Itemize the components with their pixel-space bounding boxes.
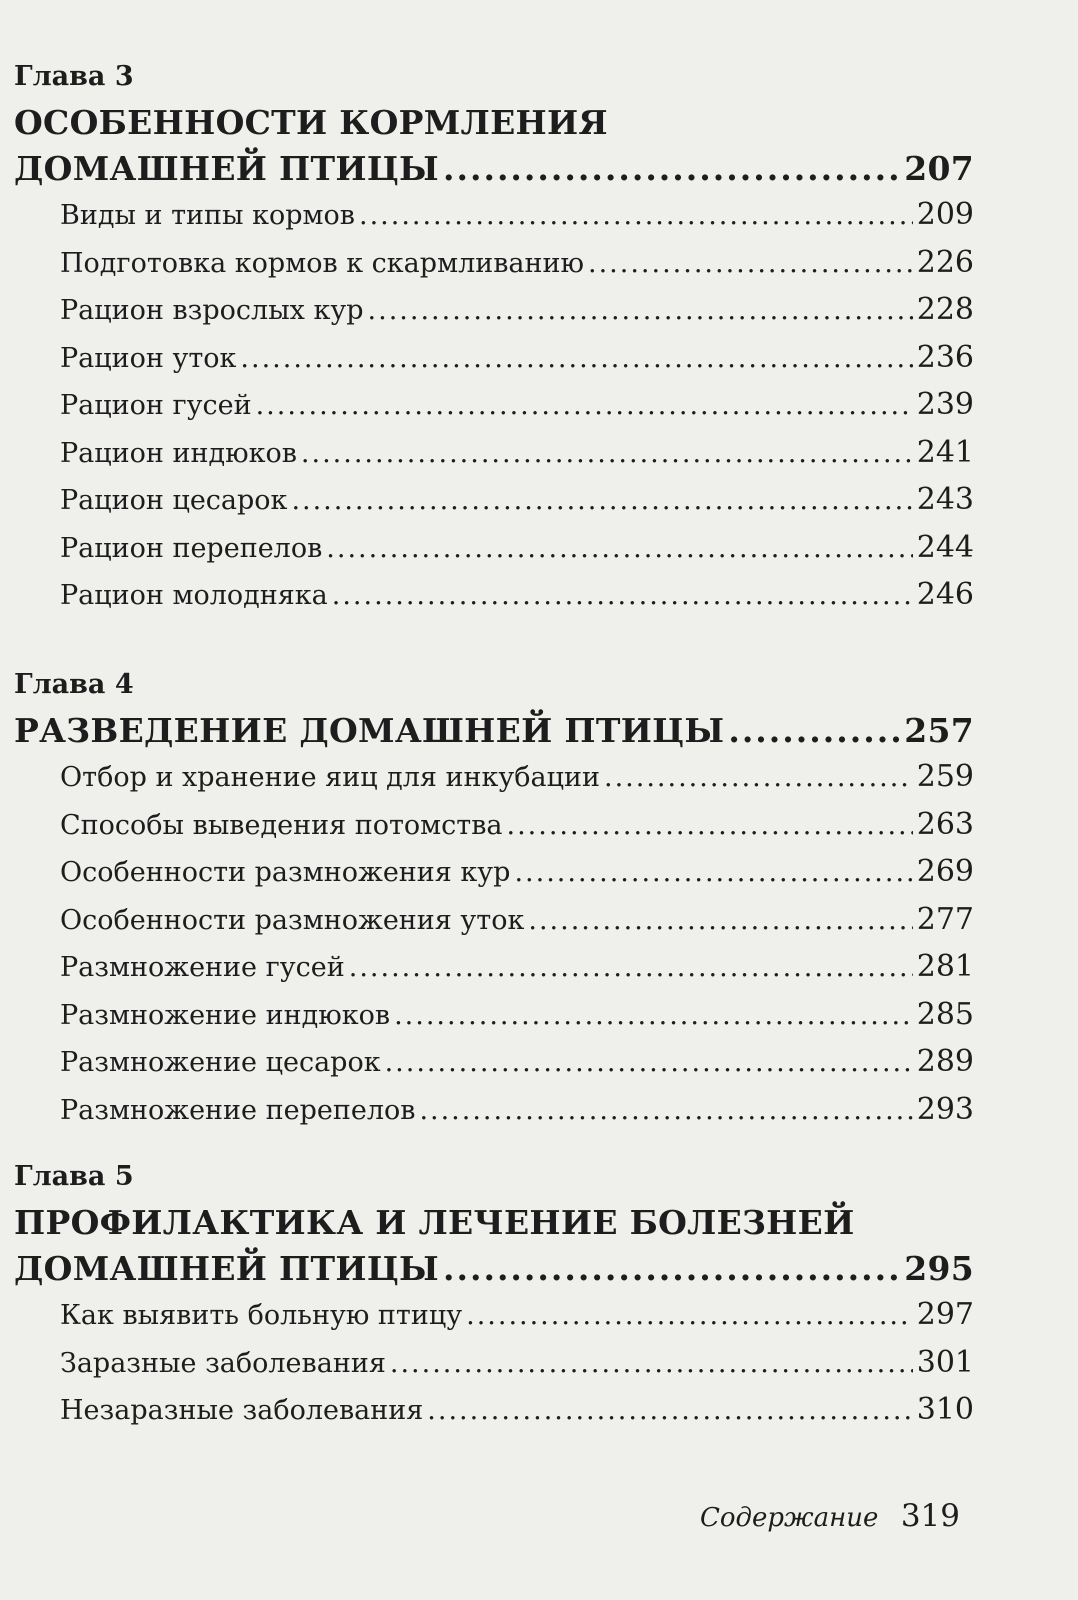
entry-page: 289	[916, 1044, 974, 1079]
entry-page: 239	[916, 387, 974, 422]
toc-entry[interactable]	[60, 430, 974, 478]
toc-entry[interactable]	[60, 382, 974, 430]
chapter-page: 207	[904, 149, 974, 188]
entry-title: Способы выведения потомства	[60, 809, 503, 841]
toc-entry[interactable]	[60, 849, 974, 897]
leader-dots	[368, 288, 913, 335]
toc-entry[interactable]	[60, 802, 974, 850]
toc-entry[interactable]	[60, 897, 974, 945]
section-list	[14, 754, 974, 1134]
entry-title: Размножение перепелов	[60, 1094, 416, 1126]
entry-title: Рацион взрослых кур	[60, 295, 364, 326]
leader-dots	[326, 526, 912, 573]
chapter-title-line2: ДОМАШНЕЙ ПТИЦЫ	[14, 149, 439, 188]
entry-page: 281	[916, 949, 974, 984]
entry-title: Размножение гусей	[60, 952, 345, 983]
entry-title: Размножение индюков	[60, 999, 391, 1031]
chapter-title-line1: ПРОФИЛАКТИКА И ЛЕЧЕНИЕ БОЛЕЗНЕЙ	[14, 1203, 855, 1242]
leader-dots	[507, 803, 913, 850]
toc-entry[interactable]	[60, 240, 974, 288]
leader-dots	[359, 193, 913, 240]
chapter-title-line1: ОСОБЕННОСТИ КОРМЛЕНИЯ	[14, 103, 608, 142]
entry-title: Размножение цесарок	[60, 1047, 381, 1078]
chapter-page: 295	[904, 1249, 974, 1288]
page-number: 319	[900, 1498, 960, 1534]
toc-entry[interactable]	[60, 754, 974, 802]
leader-dots	[528, 898, 912, 945]
toc-entry[interactable]	[60, 944, 974, 992]
entry-page: 297	[916, 1297, 974, 1332]
chapter-title-row[interactable]	[14, 1246, 974, 1292]
chapter-title-row[interactable]	[14, 146, 974, 192]
leader-dots	[443, 146, 900, 192]
entry-page: 277	[916, 901, 974, 937]
entry-page: 310	[916, 1392, 974, 1427]
toc-entry[interactable]	[60, 192, 974, 240]
toc-entry[interactable]	[60, 572, 974, 620]
entry-title: Особенности размножения кур	[60, 857, 511, 888]
entry-title: Рацион гусей	[60, 390, 252, 421]
entry-title: Рацион цесарок	[60, 485, 288, 516]
entry-page: 246	[916, 577, 974, 612]
leader-dots	[256, 383, 913, 430]
toc-entry[interactable]	[60, 1292, 974, 1340]
leader-dots	[385, 1040, 913, 1087]
chapter-label: Глава 4	[14, 669, 134, 700]
leader-dots	[419, 1088, 912, 1135]
entry-title: Рацион перепелов	[60, 532, 323, 564]
toc-entry[interactable]	[60, 1340, 974, 1388]
leader-dots	[390, 1341, 913, 1388]
leader-dots	[332, 573, 913, 620]
entry-page: 263	[916, 806, 974, 842]
section-list	[14, 192, 974, 620]
toc-entry[interactable]	[60, 1039, 974, 1087]
leader-dots	[427, 1388, 912, 1435]
entry-page: 244	[916, 529, 974, 565]
entry-page: 209	[916, 197, 974, 232]
entry-page: 301	[916, 1344, 974, 1380]
chapter-3	[14, 60, 974, 620]
entry-page: 228	[916, 292, 974, 327]
entry-title: Виды и типы кормов	[60, 200, 355, 231]
footer-section-label: Содержание	[700, 1503, 879, 1533]
leader-dots	[514, 850, 912, 897]
toc-entry[interactable]	[60, 525, 974, 573]
entry-title: Рацион уток	[60, 342, 237, 374]
entry-page: 243	[916, 482, 974, 517]
entry-title: Рацион молодняка	[60, 580, 328, 611]
toc-entry[interactable]	[60, 335, 974, 383]
entry-title: Отбор и хранение яиц для инкубации	[60, 762, 600, 793]
section-list	[14, 1292, 974, 1435]
chapter-4	[14, 668, 974, 1134]
toc-entry[interactable]	[60, 477, 974, 525]
entry-title: Особенности размножения уток	[60, 904, 525, 936]
toc-entry[interactable]	[60, 1387, 974, 1435]
entry-title: Как выявить больную птицу	[60, 1300, 463, 1331]
leader-dots	[604, 755, 913, 802]
chapter-title-line1: РАЗВЕДЕНИЕ ДОМАШНЕЙ ПТИЦЫ	[14, 711, 725, 750]
toc-entry[interactable]	[60, 992, 974, 1040]
leader-dots	[349, 945, 913, 992]
entry-page: 269	[916, 854, 974, 889]
chapter-label: Глава 5	[14, 1161, 134, 1192]
entry-page: 259	[916, 759, 974, 794]
leader-dots	[728, 708, 900, 754]
chapter-5	[14, 1160, 974, 1435]
entry-page: 226	[916, 244, 974, 280]
leader-dots	[301, 431, 913, 478]
entry-page: 293	[916, 1091, 974, 1127]
entry-page: 241	[916, 434, 974, 470]
page-footer	[700, 1498, 960, 1534]
leader-dots	[394, 993, 913, 1040]
toc-entry[interactable]	[60, 1087, 974, 1135]
entry-page: 236	[916, 339, 974, 375]
toc-entry[interactable]	[60, 287, 974, 335]
leader-dots	[466, 1293, 913, 1340]
leader-dots	[588, 241, 913, 288]
leader-dots	[291, 478, 912, 525]
leader-dots	[240, 336, 912, 383]
entry-title: Подготовка кормов к скармливанию	[60, 247, 585, 279]
entry-title: Незаразные заболевания	[60, 1395, 424, 1426]
entry-title: Заразные заболевания	[60, 1347, 386, 1379]
chapter-label: Глава 3	[14, 61, 134, 92]
chapter-page: 257	[904, 711, 974, 750]
entry-title: Рацион индюков	[60, 437, 297, 469]
leader-dots	[443, 1246, 900, 1292]
entry-page: 285	[916, 996, 974, 1032]
chapter-title-line2: ДОМАШНЕЙ ПТИЦЫ	[14, 1249, 439, 1288]
chapter-title-row[interactable]	[14, 708, 974, 754]
